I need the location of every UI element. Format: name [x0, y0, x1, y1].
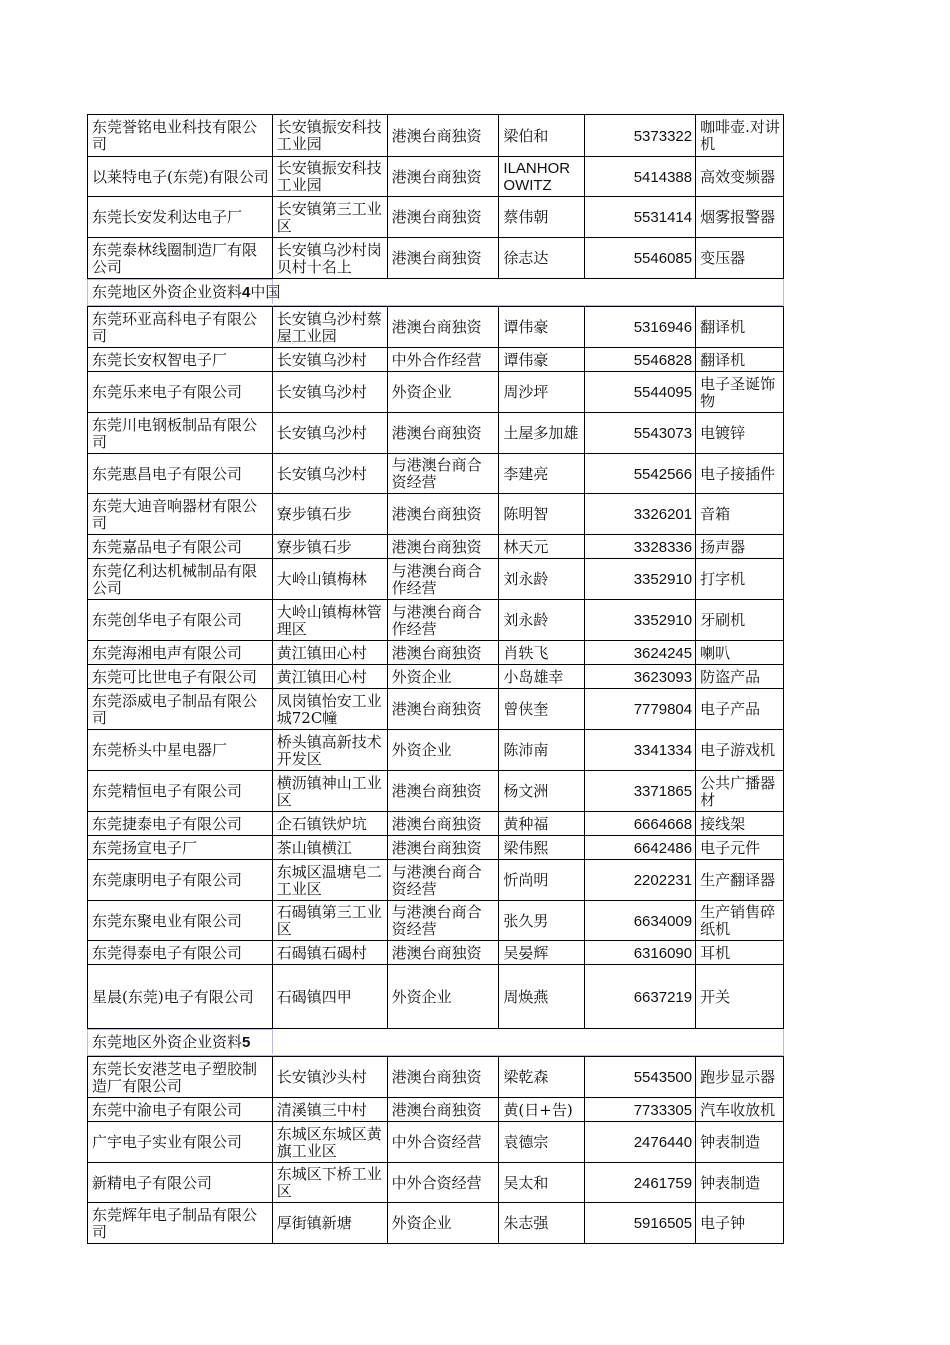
investment-type-cell: 港澳台商独资 [388, 413, 500, 453]
address-cell: 石碣镇石碣村 [273, 941, 388, 964]
investment-type-cell: 港澳台商独资 [388, 115, 500, 156]
product-cell: 钟表制造 [696, 1122, 784, 1162]
section-title-text: 东莞地区外资企业资料 [92, 283, 243, 301]
table-row [87, 941, 784, 965]
product-cell: 耳机 [696, 941, 784, 964]
investment-type-cell: 外资企业 [388, 1203, 500, 1243]
product-cell: 电子元件 [696, 836, 784, 859]
company-name-cell: 东莞泰林线圈制造厂有限公司 [88, 238, 273, 278]
company-name-cell: 东莞桥头中星电器厂 [88, 730, 273, 770]
contact-person-cell: 吴太和 [499, 1163, 585, 1202]
investment-type-cell: 港澳台商独资 [388, 238, 500, 278]
phone-number-cell: 5546085 [585, 238, 696, 278]
product-cell: 汽车收放机 [696, 1098, 784, 1121]
table-row [87, 1056, 784, 1098]
contact-person-cell: 曾侠奎 [499, 689, 585, 729]
investment-type-cell: 外资企业 [388, 730, 500, 770]
phone-number-cell: 5373322 [585, 115, 696, 156]
contact-person-cell: 杨文洲 [499, 771, 585, 811]
table-row [87, 559, 784, 600]
investment-type-cell: 港澳台商独资 [388, 307, 500, 347]
address-cell: 长安镇乌沙村 [273, 454, 388, 493]
contact-person-cell: 吴晏辉 [499, 941, 585, 964]
address-cell: 寮步镇石步 [273, 535, 388, 558]
address-cell: 石碣镇四甲 [273, 965, 388, 1028]
investment-type-cell: 与港澳台商合资经营 [388, 901, 500, 940]
company-name-cell: 东莞亿利达机械制品有限公司 [88, 559, 273, 599]
company-name-cell: 东莞精恒电子有限公司 [88, 771, 273, 811]
investment-type-cell: 港澳台商独资 [388, 157, 500, 196]
company-name-cell: 东莞康明电子有限公司 [88, 860, 273, 900]
contact-person-cell: 刘永龄 [499, 559, 585, 599]
contact-person-cell: 林天元 [499, 535, 585, 558]
product-cell: 跑步显示器 [696, 1057, 784, 1097]
table-row [87, 114, 784, 157]
investment-type-cell: 外资企业 [388, 372, 500, 412]
phone-number-cell: 2461759 [585, 1163, 696, 1202]
phone-number-cell: 5546828 [585, 348, 696, 371]
contact-person-cell: 张久男 [499, 901, 585, 940]
contact-person-cell: 梁伯和 [499, 115, 585, 156]
phone-number-cell: 5414388 [585, 157, 696, 196]
company-name-cell: 东莞长安发利达电子厂 [88, 197, 273, 237]
address-cell: 石碣镇第三工业区 [273, 901, 388, 940]
section-number: 5 [242, 1034, 251, 1051]
address-cell: 大岭山镇梅林管理区 [273, 600, 388, 640]
address-cell: 长安镇乌沙村岗贝村十名上 [273, 238, 388, 278]
product-cell: 翻译机 [696, 348, 784, 371]
phone-number-cell: 5544095 [585, 372, 696, 412]
company-name-cell: 东莞长安权智电子厂 [88, 348, 273, 371]
table-row [87, 372, 784, 413]
product-cell: 扬声器 [696, 535, 784, 558]
product-cell: 烟雾报警器 [696, 197, 784, 237]
contact-person-cell: 谭伟豪 [499, 307, 585, 347]
product-cell: 打字机 [696, 559, 784, 599]
table-row [87, 965, 784, 1029]
investment-type-cell: 港澳台商独资 [388, 535, 500, 558]
address-cell: 长安镇乌沙村 [273, 413, 388, 453]
section-overflow-text: 中国 [250, 283, 281, 301]
investment-type-cell: 港澳台商独资 [388, 836, 500, 859]
contact-person-cell: 刘永龄 [499, 600, 585, 640]
phone-number-cell: 3352910 [585, 600, 696, 640]
table-row [87, 1163, 784, 1203]
contact-person-cell: 李建亮 [499, 454, 585, 493]
product-cell: 开关 [696, 965, 784, 1028]
contact-person-cell: 梁乾森 [499, 1057, 585, 1097]
table-row [87, 836, 784, 860]
product-cell: 电子钟 [696, 1203, 784, 1243]
section-title [88, 1029, 273, 1054]
contact-person-cell: 蔡伟朝 [499, 197, 585, 237]
contact-person-cell: 陈沛南 [499, 730, 585, 770]
investment-type-cell: 港澳台商独资 [388, 494, 500, 534]
company-name-cell: 东莞大迪音响器材有限公司 [88, 494, 273, 534]
table-row [87, 306, 784, 348]
investment-type-cell: 港澳台商独资 [388, 1098, 500, 1121]
table-row [87, 1098, 784, 1122]
investment-type-cell: 港澳台商独资 [388, 641, 500, 664]
table-row [87, 901, 784, 941]
investment-type-cell: 与港澳台商合资经营 [388, 454, 500, 493]
phone-number-cell: 3623093 [585, 665, 696, 688]
table-row [87, 348, 784, 372]
investment-type-cell: 外资企业 [388, 965, 500, 1028]
company-name-cell: 东莞川电钢板制品有限公司 [88, 413, 273, 453]
table-row [87, 157, 784, 197]
company-name-cell: 广宇电子实业有限公司 [88, 1122, 273, 1162]
address-cell: 长安镇第三工业区 [273, 197, 388, 237]
phone-number-cell: 3371865 [585, 771, 696, 811]
address-cell: 长安镇沙头村 [273, 1057, 388, 1097]
product-cell: 公共广播器材 [696, 771, 784, 811]
phone-number-cell: 5316946 [585, 307, 696, 347]
phone-number-cell: 3326201 [585, 494, 696, 534]
company-name-cell: 东莞可比世电子有限公司 [88, 665, 273, 688]
contact-person-cell: 黄(日+告) [499, 1098, 585, 1121]
company-table [87, 114, 784, 1244]
table-row [87, 812, 784, 836]
product-cell: 高效变频器 [696, 157, 784, 196]
table-row [87, 689, 784, 730]
phone-number-cell: 6634009 [585, 901, 696, 940]
phone-number-cell: 3624245 [585, 641, 696, 664]
product-cell: 电子圣诞饰物 [696, 372, 784, 412]
company-name-cell: 东莞环亚高科电子有限公司 [88, 307, 273, 347]
address-cell: 企石镇铁炉坑 [273, 812, 388, 835]
phone-number-cell: 7733305 [585, 1098, 696, 1121]
table-row [87, 413, 784, 454]
company-name-cell: 东莞誉铭电业科技有限公司 [88, 115, 273, 156]
company-name-cell: 新精电子有限公司 [88, 1163, 273, 1202]
company-name-cell: 东莞扬宣电子厂 [88, 836, 273, 859]
contact-person-cell: 土屋多加雄 [499, 413, 585, 453]
company-name-cell: 东莞东聚电业有限公司 [88, 901, 273, 940]
table-row [87, 238, 784, 279]
phone-number-cell: 5531414 [585, 197, 696, 237]
product-cell: 喇叭 [696, 641, 784, 664]
investment-type-cell: 与港澳台商合资经营 [388, 860, 500, 900]
phone-number-cell: 2202231 [585, 860, 696, 900]
investment-type-cell: 港澳台商独资 [388, 1057, 500, 1097]
table-row [87, 641, 784, 665]
phone-number-cell: 6316090 [585, 941, 696, 964]
contact-person-cell: 梁伟熙 [499, 836, 585, 859]
table-row [87, 494, 784, 535]
investment-type-cell: 港澳台商独资 [388, 689, 500, 729]
phone-number-cell: 5916505 [585, 1203, 696, 1243]
table-row [87, 454, 784, 494]
table-row [87, 860, 784, 901]
address-cell: 东城区下桥工业区 [273, 1163, 388, 1202]
company-name-cell: 东莞捷泰电子有限公司 [88, 812, 273, 835]
phone-number-cell: 5543500 [585, 1057, 696, 1097]
section-title-text: 东莞地区外资企业资料 [92, 1033, 243, 1051]
address-cell: 长安镇乌沙村 [273, 348, 388, 371]
contact-person-cell: 周沙坪 [499, 372, 585, 412]
table-row [87, 1122, 784, 1163]
contact-person-cell: ILANHOROWITZ [499, 157, 585, 196]
address-cell: 寮步镇石步 [273, 494, 388, 534]
product-cell: 翻译机 [696, 307, 784, 347]
phone-number-cell: 3328336 [585, 535, 696, 558]
phone-number-cell: 5542566 [585, 454, 696, 493]
product-cell: 生产翻译器 [696, 860, 784, 900]
address-cell: 清溪镇三中村 [273, 1098, 388, 1121]
table-row [87, 771, 784, 812]
address-cell: 长安镇振安科技工业园 [273, 157, 388, 196]
contact-person-cell: 朱志强 [499, 1203, 585, 1243]
investment-type-cell: 港澳台商独资 [388, 771, 500, 811]
contact-person-cell: 徐志达 [499, 238, 585, 278]
contact-person-cell: 陈明智 [499, 494, 585, 534]
investment-type-cell: 中外合资经营 [388, 1122, 500, 1162]
investment-type-cell: 中外合作经营 [388, 348, 500, 371]
address-cell: 东城区东城区黄旗工业区 [273, 1122, 388, 1162]
company-name-cell: 东莞长安港芝电子塑胶制造厂有限公司 [88, 1057, 273, 1097]
product-cell: 防盗产品 [696, 665, 784, 688]
product-cell: 牙刷机 [696, 600, 784, 640]
product-cell: 音箱 [696, 494, 784, 534]
company-name-cell: 以莱特电子(东莞)有限公司 [88, 157, 273, 196]
section-title [88, 279, 281, 304]
investment-type-cell: 港澳台商独资 [388, 941, 500, 964]
address-cell: 黄江镇田心村 [273, 641, 388, 664]
table-row [87, 730, 784, 771]
address-cell: 横沥镇神山工业区 [273, 771, 388, 811]
company-name-cell: 东莞添威电子制品有限公司 [88, 689, 273, 729]
phone-number-cell: 3341334 [585, 730, 696, 770]
company-name-cell: 东莞辉年电子制品有限公司 [88, 1203, 273, 1243]
contact-person-cell: 谭伟豪 [499, 348, 585, 371]
table-row [87, 535, 784, 559]
address-cell: 东城区温塘皂二工业区 [273, 860, 388, 900]
company-name-cell: 东莞得泰电子有限公司 [88, 941, 273, 964]
product-cell: 电子接插件 [696, 454, 784, 493]
section-header-row [87, 1029, 784, 1056]
contact-person-cell: 忻尚明 [499, 860, 585, 900]
address-cell: 桥头镇高新技术开发区 [273, 730, 388, 770]
company-name-cell: 东莞中渝电子有限公司 [88, 1098, 273, 1121]
contact-person-cell: 周焕燕 [499, 965, 585, 1028]
phone-number-cell: 5543073 [585, 413, 696, 453]
address-cell: 长安镇乌沙村 [273, 372, 388, 412]
product-cell: 电子游戏机 [696, 730, 784, 770]
investment-type-cell: 港澳台商独资 [388, 197, 500, 237]
company-name-cell: 东莞乐来电子有限公司 [88, 372, 273, 412]
phone-number-cell: 7779804 [585, 689, 696, 729]
product-cell: 电镀锌 [696, 413, 784, 453]
contact-person-cell: 肖轶飞 [499, 641, 585, 664]
contact-person-cell: 袁德宗 [499, 1122, 585, 1162]
company-name-cell: 星晨(东莞)电子有限公司 [88, 965, 273, 1028]
phone-number-cell: 6664668 [585, 812, 696, 835]
company-name-cell: 东莞海湘电声有限公司 [88, 641, 273, 664]
section-header-row [87, 279, 784, 306]
address-cell: 厚街镇新塘 [273, 1203, 388, 1243]
company-name-cell: 东莞惠昌电子有限公司 [88, 454, 273, 493]
address-cell: 长安镇振安科技工业园 [273, 115, 388, 156]
phone-number-cell: 2476440 [585, 1122, 696, 1162]
investment-type-cell: 中外合资经营 [388, 1163, 500, 1202]
product-cell: 咖啡壶.对讲机 [696, 115, 784, 156]
investment-type-cell: 外资企业 [388, 665, 500, 688]
section-number: 4 [242, 284, 251, 301]
product-cell: 接线架 [696, 812, 784, 835]
product-cell: 生产销售碎纸机 [696, 901, 784, 940]
table-row [87, 665, 784, 689]
address-cell: 茶山镇横江 [273, 836, 388, 859]
phone-number-cell: 6642486 [585, 836, 696, 859]
phone-number-cell: 6637219 [585, 965, 696, 1028]
address-cell: 黄江镇田心村 [273, 665, 388, 688]
company-name-cell: 东莞嘉品电子有限公司 [88, 535, 273, 558]
product-cell: 钟表制造 [696, 1163, 784, 1202]
investment-type-cell: 港澳台商独资 [388, 812, 500, 835]
contact-person-cell: 黄种福 [499, 812, 585, 835]
phone-number-cell: 3352910 [585, 559, 696, 599]
investment-type-cell: 与港澳台商合作经营 [388, 559, 500, 599]
product-cell: 电子产品 [696, 689, 784, 729]
table-row [87, 1203, 784, 1244]
address-cell: 大岭山镇梅林 [273, 559, 388, 599]
investment-type-cell: 与港澳台商合作经营 [388, 600, 500, 640]
address-cell: 凤岗镇怡安工业城72C幢 [273, 689, 388, 729]
contact-person-cell: 小岛雄幸 [499, 665, 585, 688]
company-name-cell: 东莞创华电子有限公司 [88, 600, 273, 640]
table-row [87, 197, 784, 238]
address-cell: 长安镇乌沙村蔡屋工业园 [273, 307, 388, 347]
table-row [87, 600, 784, 641]
product-cell: 变压器 [696, 238, 784, 278]
